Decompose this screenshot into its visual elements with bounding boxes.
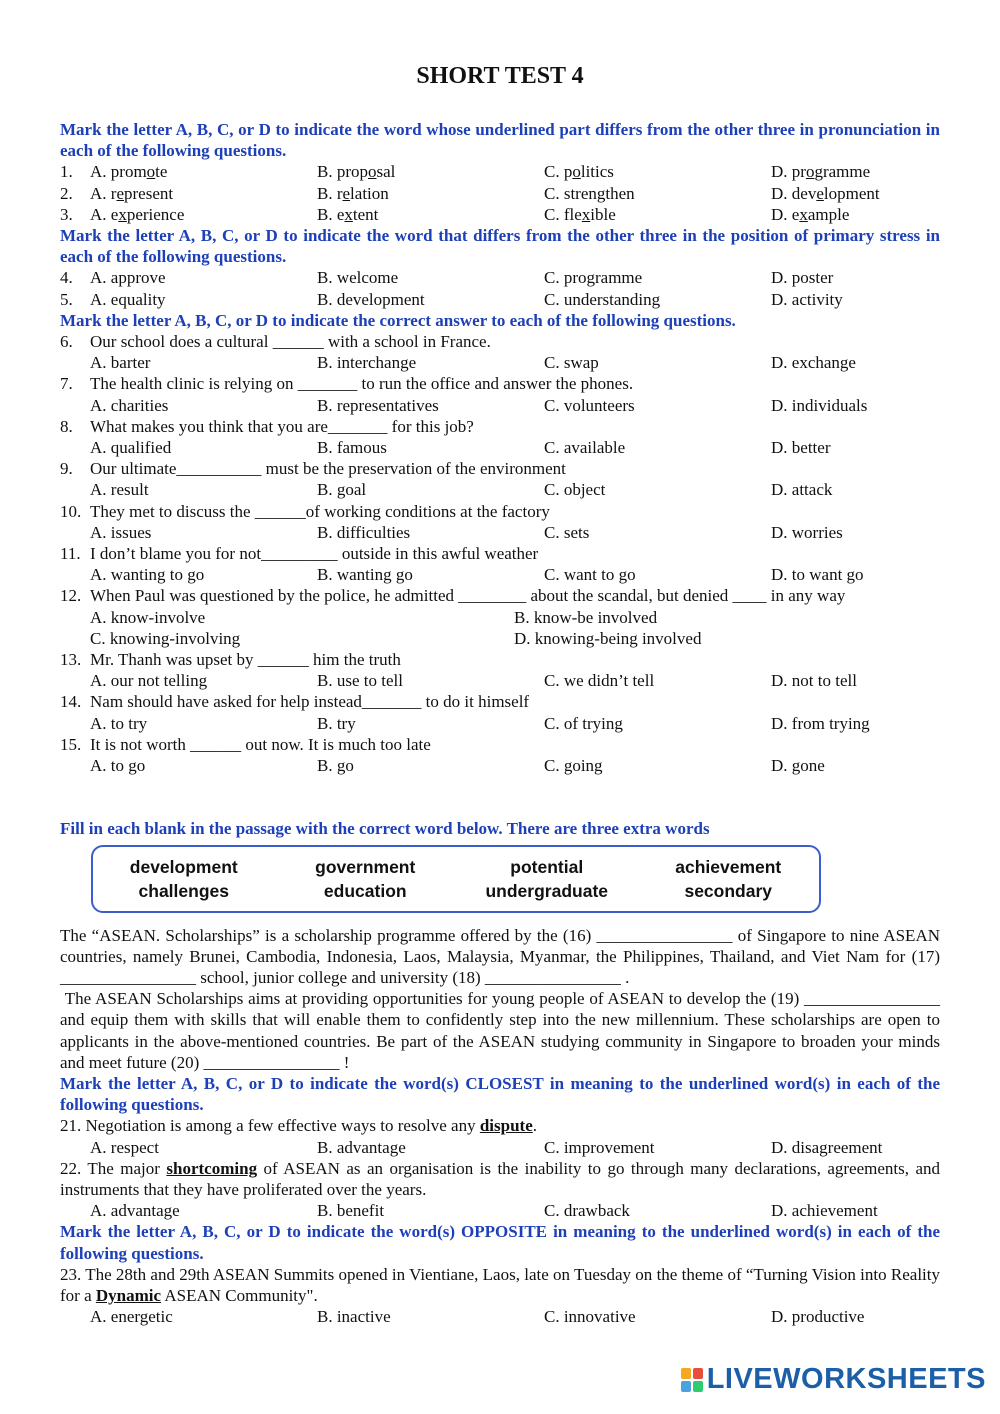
answer-option: B. go: [317, 756, 354, 776]
option-text: then: [605, 183, 635, 203]
passage-paragraph-2: The ASEAN Scholarships aims at providing opportunities for young people of ASEAN to develop the (19) ________________ and equip them with skills that will enable them to confidently step into the new millennium. These scholarships are open to applicants in the above-mentioned countries. Be part of the ASEAN studying community in Singapore to broaden your minds and meet future (20) ________________ !: [60, 989, 945, 1072]
question-text: They met to discuss the ______of working conditions at the factory: [90, 501, 550, 521]
answer-option: C. drawback: [544, 1201, 630, 1221]
answer-option: C. swap: [544, 353, 599, 373]
option-text: lopment: [823, 183, 880, 203]
question-number: 14.: [60, 692, 82, 712]
answer-option: C. available: [544, 438, 626, 458]
underlined-keyword: Dynamic: [95, 1285, 162, 1305]
question-row: [60, 204, 940, 225]
page-title: SHORT TEST 4: [416, 63, 584, 89]
answer-option: C. knowing-involving: [90, 628, 241, 648]
answer-option: B. difficulties: [317, 522, 411, 542]
answer-option: B. development: [317, 289, 425, 309]
question-row: [60, 373, 940, 394]
option-text: D. e: [771, 204, 800, 224]
question-row: [60, 331, 940, 352]
question-text: It is not worth ______ out now. It is much too late: [90, 734, 431, 754]
question-text-part: 23. The 28th and 29th ASEAN Summits opened in Vientiane, Laos, late on Tuesday on the theme of “Turning Vision into Reality for a: [60, 1264, 940, 1305]
underlined-keyword: dispute: [479, 1116, 533, 1136]
question-row: [60, 543, 940, 564]
answer-option: [544, 204, 771, 225]
question-row: [60, 734, 940, 755]
option-text: litics: [580, 162, 614, 182]
answer-option: A. our not telling: [90, 671, 208, 691]
question-text: The health clinic is relying on _______ to run the office and answer the phones.: [90, 374, 634, 394]
answer-option: D. to want go: [771, 565, 864, 585]
answer-option: B. representatives: [317, 395, 439, 415]
question-row: [60, 267, 940, 288]
underlined-letter: x: [344, 204, 353, 224]
answer-option: A. issues: [90, 522, 152, 542]
worksheet-page: [60, 58, 945, 1327]
answer-option: [771, 204, 940, 225]
question-number: 7.: [60, 374, 73, 394]
answer-options: [90, 267, 940, 288]
answer-option: B. inactive: [317, 1307, 391, 1327]
section3-instruction: Mark the letter A, B, C, or D to indicate the correct answer to each of the following questions.: [60, 310, 736, 330]
question-text-part: ASEAN Community".: [161, 1285, 318, 1305]
question-text: Nam should have asked for help instead_______ to do it himself: [90, 692, 530, 712]
answer-options: [90, 183, 940, 204]
option-text: sal: [376, 162, 396, 182]
question-row: [60, 289, 940, 310]
answer-options: [60, 670, 940, 691]
answer-option: A. respect: [90, 1137, 159, 1157]
answer-options: [60, 564, 940, 585]
option-text: ample: [807, 204, 850, 224]
word-bank: [91, 845, 821, 913]
liveworksheets-icon: [681, 1368, 703, 1392]
answer-option: A. charities: [90, 395, 169, 415]
underlined-letter: x: [118, 204, 127, 224]
question-text: [60, 1264, 940, 1306]
option-text: B. e: [317, 204, 345, 224]
word-bank-item: challenges: [138, 880, 229, 901]
answer-options: [60, 1137, 940, 1158]
answer-option: B. interchange: [317, 353, 417, 373]
answer-option: C. programme: [544, 268, 643, 288]
answer-option: D. gone: [771, 756, 825, 776]
answer-option: D. from trying: [771, 713, 870, 733]
question-number: 9.: [60, 459, 73, 479]
answer-option: B. try: [317, 713, 356, 733]
word-bank-item: development: [129, 856, 238, 877]
answer-option: D. knowing-being involved: [514, 628, 702, 648]
option-text: C. fle: [544, 204, 582, 224]
word-bank-item: education: [323, 880, 407, 901]
question-number: 8.: [60, 416, 73, 436]
answer-options: [60, 755, 940, 776]
option-text: B. r: [317, 183, 343, 203]
answer-option: D. attack: [771, 480, 833, 500]
question-number: 11.: [60, 544, 81, 564]
option-text: tent: [352, 204, 379, 224]
logo-icon-tile: [693, 1381, 703, 1392]
answer-option: [771, 161, 940, 182]
answer-option: [90, 161, 317, 182]
answer-options: [90, 289, 940, 310]
answer-option: [544, 161, 771, 182]
option-text: A. r: [90, 183, 117, 203]
answer-option: A. advantage: [90, 1201, 180, 1221]
underlined-letter: e: [116, 183, 124, 203]
question-number: 2.: [60, 183, 73, 203]
option-text: gramme: [814, 162, 871, 182]
word-bank-item: achievement: [675, 856, 782, 877]
answer-options: [60, 1306, 940, 1327]
answer-option: C. volunteers: [544, 395, 635, 415]
answer-option: D. productive: [771, 1307, 865, 1327]
question-text: Our ultimate__________ must be the preservation of the environment: [90, 459, 566, 479]
answer-option: B. use to tell: [317, 671, 403, 691]
question-number: 15.: [60, 734, 82, 754]
answer-option: B. welcome: [317, 268, 399, 288]
answer-option: C. we didn’t tell: [544, 671, 655, 691]
answer-option: D. individuals: [771, 395, 868, 415]
word-bank-item: government: [315, 856, 416, 877]
question-text-part: 21. Negotiation is among a few effective ways to resolve any: [60, 1116, 480, 1136]
question-text: [60, 1158, 940, 1200]
answer-option: A. approve: [90, 268, 166, 288]
underlined-letter: g: [596, 183, 606, 203]
answer-options: [60, 395, 940, 416]
question-text: Mr. Thanh was upset by ______ him the truth: [90, 650, 401, 670]
question-row: [60, 501, 940, 522]
question-text-part: .: [532, 1116, 538, 1136]
underlined-letter: o: [805, 162, 815, 182]
question-row: [60, 585, 940, 606]
underlined-letter: e: [816, 183, 824, 203]
answer-option: [90, 204, 317, 225]
answer-option: A. result: [90, 480, 149, 500]
option-text: A. prom: [90, 162, 147, 182]
question-number: 4.: [60, 268, 73, 288]
option-text: D. pr: [771, 162, 806, 182]
answer-option: A. wanting to go: [90, 565, 205, 585]
answer-options: [60, 713, 940, 734]
word-bank-item: potential: [510, 856, 584, 877]
answer-options: [60, 352, 940, 373]
option-text: present: [124, 183, 174, 203]
answer-options: [60, 479, 940, 500]
answer-option: [317, 204, 544, 225]
logo-text: LIVEWORKSHEETS: [706, 1363, 986, 1395]
underlined-letter: o: [572, 162, 581, 182]
answer-option: [317, 183, 544, 204]
answer-option: A. to try: [90, 713, 148, 733]
answer-option: D. exchange: [771, 353, 856, 373]
underlined-letter: e: [342, 183, 351, 203]
answer-option: C. sets: [544, 522, 590, 542]
question-number: 10.: [60, 501, 82, 521]
grammar-questions: [60, 331, 940, 776]
question-number: 3.: [60, 204, 73, 224]
answer-option: A. qualified: [90, 438, 172, 458]
section2-instruction: Mark the letter A, B, C, or D to indicate the word that differs from the other three in the position of primary stress in each of the following questions.: [60, 226, 940, 267]
underlined-letter: x: [799, 204, 808, 224]
answer-option: B. famous: [317, 438, 387, 458]
answer-option: A. know-involve: [90, 607, 206, 627]
answer-options: [60, 607, 940, 628]
answer-option: B. advantage: [317, 1137, 406, 1157]
answer-option: D. achievement: [771, 1201, 878, 1221]
section6-instruction: Mark the letter A, B, C, or D to indicate the word(s) OPPOSITE in meaning to the underlined word(s) in each of the following questions.: [60, 1222, 940, 1263]
answer-option: A. energetic: [90, 1307, 173, 1327]
antonym-questions: [60, 1264, 940, 1328]
logo-icon-tile: [693, 1368, 703, 1379]
question-text: Our school does a cultural ______ with a school in France.: [90, 332, 491, 352]
answer-options: [60, 437, 940, 458]
question-row: [60, 458, 940, 479]
underlined-letter: o: [146, 162, 156, 182]
answer-option: B. wanting go: [317, 565, 413, 585]
question-row: [60, 183, 940, 204]
pronunciation-questions: [60, 161, 940, 225]
underlined-letter: x: [581, 204, 591, 224]
answer-option: B. goal: [317, 480, 367, 500]
option-text: lation: [350, 183, 389, 203]
word-bank-item: secondary: [684, 880, 773, 901]
passage-paragraph-1: The “ASEAN. Scholarships” is a scholarship programme offered by the (16) ________________ of Singapore to nine ASEAN countries, namely Brunei, Cambodia, Indonesia, Laos, Malaysia, Myanmar, the Philippines, Thailand, and Viet Nam for (17) ________________ school, junior college and university (18) ________________ .: [60, 925, 940, 987]
question-number: 12.: [60, 586, 82, 606]
answer-option: C. want to go: [544, 565, 636, 585]
answer-option: C. innovative: [544, 1307, 636, 1327]
answer-option: [544, 183, 771, 204]
answer-option: D. not to tell: [771, 671, 857, 691]
question-text: I don’t blame you for not_________ outside in this awful weather: [90, 544, 539, 564]
answer-options: [60, 628, 940, 649]
underlined-letter: o: [368, 162, 377, 182]
answer-option: D. activity: [771, 289, 843, 309]
question-number: 1.: [60, 162, 73, 182]
option-text: C. stren: [544, 183, 597, 203]
answer-option: C. going: [544, 756, 603, 776]
answer-option: A. equality: [90, 289, 166, 309]
question-text-part: 22. The major: [60, 1158, 167, 1178]
question-number: 5.: [60, 289, 73, 309]
section1-instruction: Mark the letter A, B, C, or D to indicate the word whose underlined part differs from the other three in pronunciation in each of the following questions.: [60, 120, 940, 161]
question-number: 6.: [60, 332, 73, 352]
synonym-questions: [60, 1115, 940, 1221]
logo-icon-tile: [681, 1381, 691, 1392]
answer-option: C. understanding: [544, 289, 661, 309]
logo-icon-tile: [681, 1368, 691, 1379]
option-text: te: [155, 162, 168, 182]
answer-option: B. know-be involved: [514, 607, 658, 627]
answer-options: [60, 1200, 940, 1221]
answer-options: [90, 204, 940, 225]
option-text: D. dev: [771, 183, 817, 203]
option-text: perience: [126, 204, 185, 224]
answer-option: C. object: [544, 480, 606, 500]
answer-option: A. barter: [90, 353, 151, 373]
answer-option: [771, 183, 940, 204]
question-text-part: of ASEAN as an organisation is the inability to go through many declarations, agreements, and instruments that they have proliferated over the years.: [60, 1158, 940, 1199]
question-text: When Paul was questioned by the police, he admitted ________ about the scandal, but denied ____ in any way: [90, 586, 846, 606]
question-row: [60, 161, 940, 182]
option-text: C. p: [544, 162, 573, 182]
answer-option: D. poster: [771, 268, 834, 288]
question-text: What makes you think that you are_______ for this job?: [90, 416, 474, 436]
question-row: [60, 691, 940, 712]
answer-option: C. improvement: [544, 1137, 655, 1157]
section4-instruction: Fill in each blank in the passage with the correct word below. There are three extra words: [60, 819, 710, 839]
question-number: 13.: [60, 650, 82, 670]
option-text: ible: [590, 204, 616, 224]
option-text: A. e: [90, 204, 119, 224]
answer-options: [60, 522, 940, 543]
answer-option: [317, 161, 544, 182]
question-row: [60, 649, 940, 670]
section5-instruction: Mark the letter A, B, C, or D to indicate the word(s) CLOSEST in meaning to the underlined word(s) in each of the following questions.: [60, 1073, 940, 1115]
answer-option: D. worries: [771, 522, 843, 542]
question-text: [60, 1115, 940, 1136]
answer-option: D. better: [771, 438, 831, 458]
answer-option: B. benefit: [317, 1201, 385, 1221]
question-row: [60, 416, 940, 437]
answer-options: [90, 161, 940, 182]
word-bank-item: undergraduate: [485, 880, 609, 901]
answer-option: C. of trying: [544, 713, 623, 733]
answer-option: D. disagreement: [771, 1137, 883, 1157]
underlined-keyword: shortcoming: [166, 1158, 258, 1178]
stress-questions: [60, 267, 940, 309]
answer-option: A. to go: [90, 756, 146, 776]
liveworksheets-logo: [681, 1363, 986, 1396]
answer-option: [90, 183, 317, 204]
option-text: B. prop: [317, 162, 368, 182]
